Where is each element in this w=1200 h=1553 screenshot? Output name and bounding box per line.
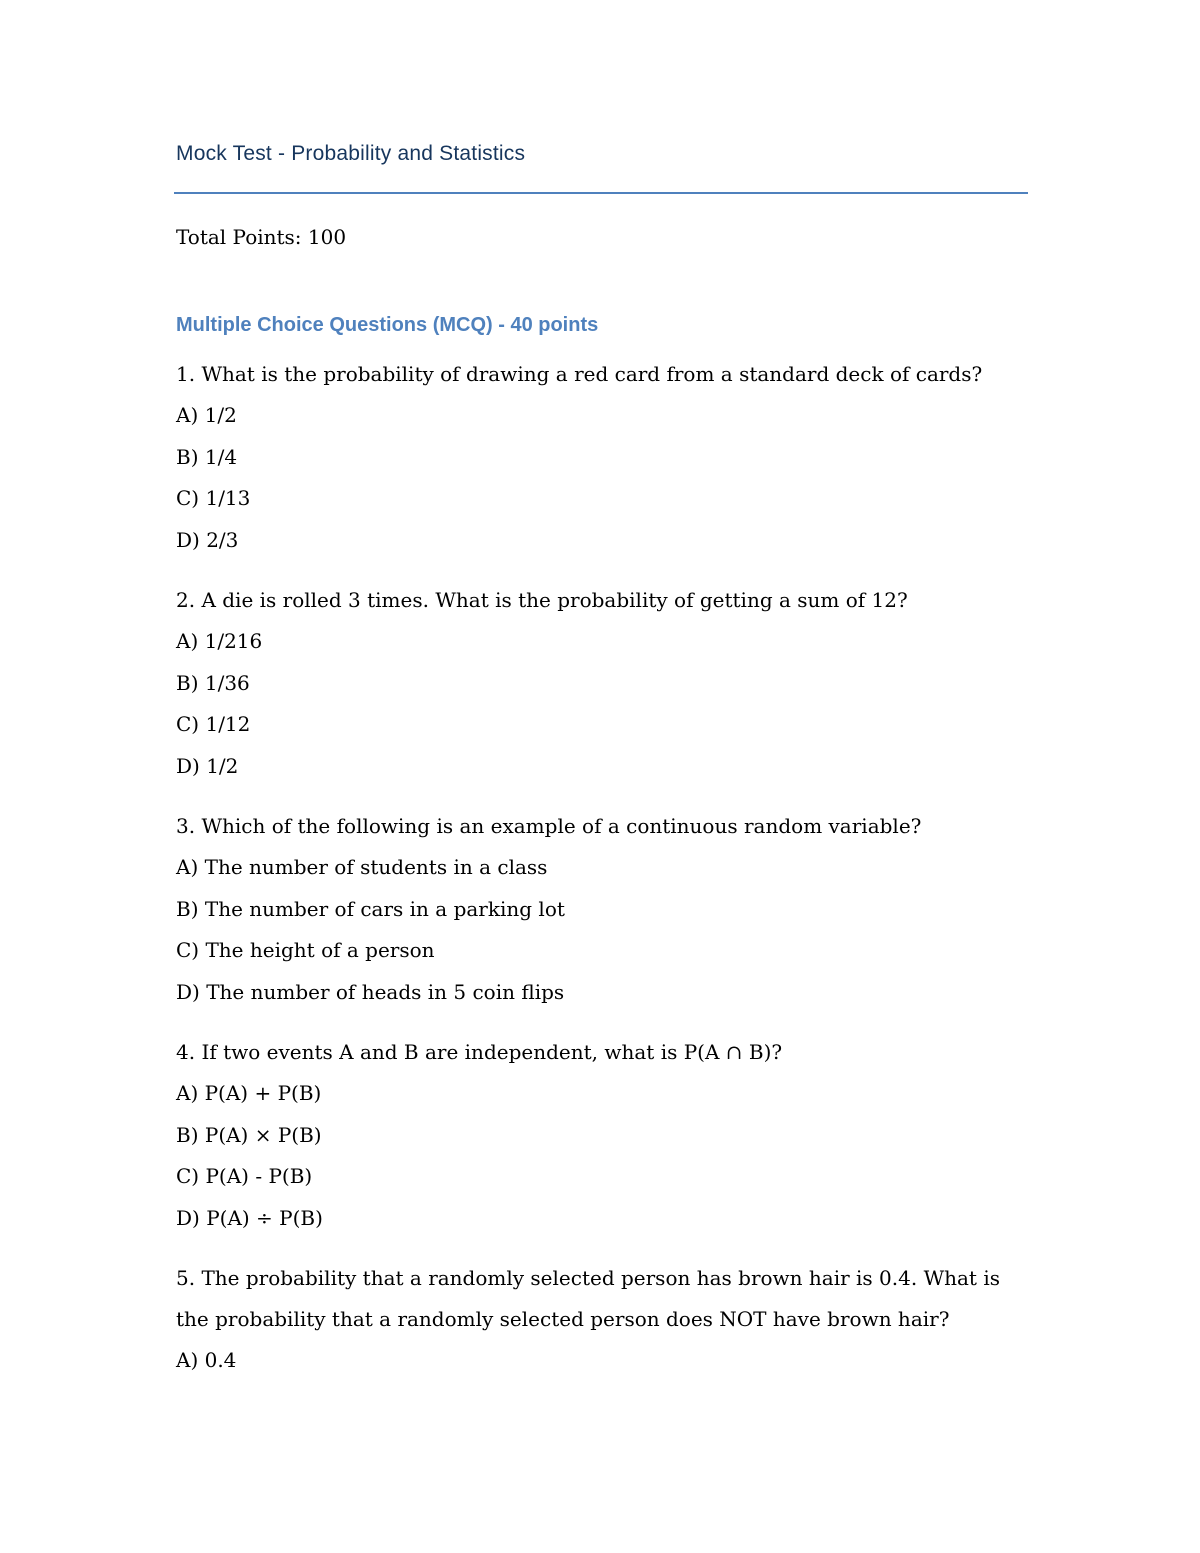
answer-option: C) The height of a person (176, 938, 435, 962)
answer-option: D) 2/3 (176, 527, 239, 552)
question-text: 3. Which of the following is an example of a continuous random variable? (176, 814, 922, 838)
page-title: Mock Test - Probability and Statistics (176, 142, 526, 165)
answer-option: A) 0.4 (176, 1348, 237, 1372)
section-heading-mcq: Multiple Choice Questions (MCQ) - 40 points (176, 314, 599, 336)
question-text: 2. A die is rolled 3 times. What is the probability of getting a sum of 12? (176, 588, 908, 612)
question-text: 4. If two events A and B are independent, what is P(A ∩ B)? (176, 1040, 783, 1064)
answer-option: B) 1/4 (176, 444, 238, 469)
answer-option: D) P(A) ÷ P(B) (176, 1205, 323, 1230)
total-points: Total Points: 100 (176, 225, 347, 249)
question-text: 5. The probability that a randomly selected person has brown hair is 0.4. What is the probability that a randomly selected person does NOT have brown hair? (176, 1266, 1000, 1331)
answer-option: A) 1/216 (176, 629, 263, 653)
answer-option: A) 1/2 (176, 403, 237, 427)
question-2 (176, 580, 1036, 787)
answer-option: C) 1/12 (176, 712, 251, 736)
answer-option: B) 1/36 (176, 670, 250, 695)
answer-option: A) The number of students in a class (176, 855, 548, 879)
answer-option: B) The number of cars in a parking lot (176, 896, 565, 921)
answer-option: B) P(A) × P(B) (176, 1122, 322, 1147)
question-list (176, 354, 1036, 1401)
answer-option: D) 1/2 (176, 753, 239, 778)
answer-option: A) P(A) + P(B) (176, 1081, 322, 1105)
question-1 (176, 354, 1036, 561)
question-4 (176, 1032, 1036, 1239)
question-text: 1. What is the probability of drawing a red card from a standard deck of cards? (176, 362, 983, 386)
answer-option: C) 1/13 (176, 486, 251, 510)
answer-option: D) The number of heads in 5 coin flips (176, 979, 565, 1004)
question-3 (176, 806, 1036, 1013)
title-underline (174, 192, 1028, 194)
answer-option: C) P(A) - P(B) (176, 1164, 313, 1188)
question-5 (176, 1258, 1036, 1382)
